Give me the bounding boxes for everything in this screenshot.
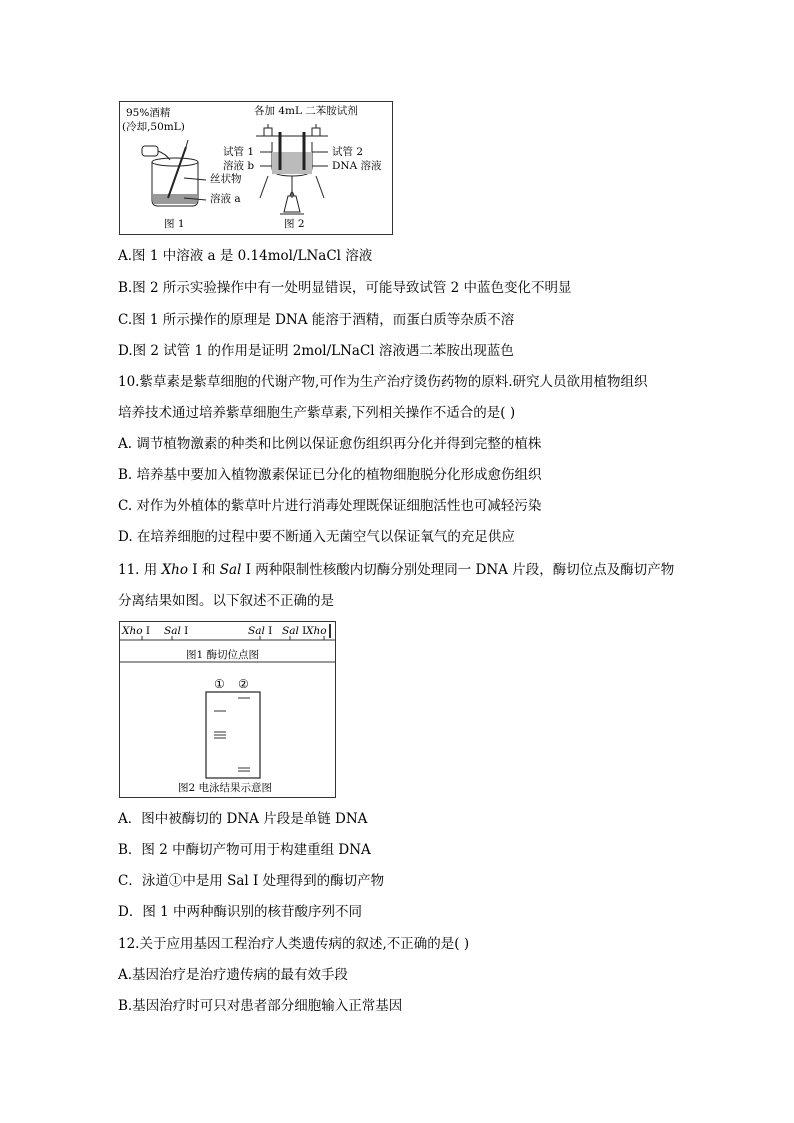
- q12-option-a: A.基因治疗是治疗遗传病的最有效手段: [118, 967, 349, 983]
- q11-number: 11. 用: [118, 562, 162, 578]
- site2-label: Sal I: [164, 625, 189, 637]
- lane2-label: ②: [238, 677, 249, 691]
- q11-enzyme-sal: Sal: [219, 562, 242, 578]
- water-bath-figure2: [256, 124, 328, 214]
- q10-stem-line2: 培养技术通过培养紫草细胞生产紫草素,下列相关操作不适合的是( ): [118, 405, 516, 421]
- q10-stem-line1: 10.紫草素是紫草细胞的代谢产物,可作为生产治疗烫伤药物的原料.研究人员欲用植物组织: [118, 374, 648, 390]
- q11-stem-rest: I 两种限制性核酸内切酶分别处理同一 DNA 片段，酶切位点及酶切产物: [241, 562, 675, 578]
- q11-option-a: A．图中被酶切的 DNA 片段是单链 DNA: [118, 811, 368, 827]
- q9-option-d: D.图 2 试管 1 的作用是证明 2mol/LNaCl 溶液遇二苯胺出现蓝色: [118, 343, 514, 359]
- fig1-caption: 图 1: [164, 218, 185, 230]
- q12-stem: 12.关于应用基因工程治疗人类遗传病的叙述,不正确的是( ): [118, 936, 470, 952]
- solution-b-label: 溶液 b: [223, 160, 255, 172]
- site4-label: Sal I: [282, 625, 307, 637]
- site5-label: Xho: [306, 625, 327, 637]
- site1-label: Xho I: [122, 625, 151, 637]
- q11-option-d: D．图 1 中两种酶识别的核苷酸序列不同: [118, 904, 362, 920]
- solution-a-label: 溶液 a: [210, 193, 241, 205]
- q11-option-c: C．泳道①中是用 Sal I 处理得到的酶切产物: [118, 873, 385, 889]
- q9-option-a: A.图 1 中溶液 a 是 0.14mol/LNaCl 溶液: [118, 248, 373, 264]
- q10-option-d: D. 在培养细胞的过程中要不断通入无菌空气以保证氧气的充足供应: [118, 529, 515, 545]
- site3-label: Sal I: [248, 625, 273, 637]
- lane1-label: ①: [214, 677, 225, 691]
- q9-option-c: C.图 1 所示操作的原理是 DNA 能溶于酒精，而蛋白质等杂质不溶: [118, 312, 515, 328]
- fig2-gel-caption: 图2 电泳结果示意图: [178, 782, 273, 794]
- fig2-caption: 图 2: [284, 218, 305, 230]
- q10-option-b: B. 培养基中要加入植物激素保证已分化的植物细胞脱分化形成愈伤组织: [118, 467, 542, 483]
- q11-stem-line1: [118, 561, 674, 579]
- tube1-label: 试管 1: [223, 146, 255, 158]
- q11-stem-line2: 分离结果如图。以下叙述不正确的是: [118, 593, 334, 609]
- figure-restriction-sites: [119, 621, 336, 798]
- fig1-site-caption: 图1 酶切位点图: [186, 649, 260, 661]
- q10-option-c: C. 对作为外植体的紫草叶片进行消毒处理既保证细胞活性也可减轻污染: [118, 498, 542, 514]
- q11-option-b: B．图 2 中酶切产物可用于构建重组 DNA: [118, 842, 371, 858]
- ethanol-label: 95%酒精: [126, 107, 171, 119]
- reagent-label: 各加 4mL 二苯胺试剂: [254, 105, 358, 117]
- q12-option-b: B.基因治疗时可只对患者部分细胞输入正常基因: [118, 998, 403, 1014]
- ethanol-sub-label: (冷却,50mL): [122, 121, 185, 133]
- q11-enzyme-xho: Xho: [161, 562, 188, 578]
- figure-dna-extraction: [119, 101, 393, 235]
- q9-option-b: B.图 2 所示实验操作中有一处明显错误，可能导致试管 2 中蓝色变化不明显: [118, 280, 572, 296]
- tube2-label: 试管 2: [332, 146, 364, 158]
- q10-option-a: A. 调节植物激素的种类和比例以保证愈伤组织再分化并得到完整的植株: [118, 436, 542, 452]
- filament-label: 丝状物: [210, 173, 242, 185]
- dna-solution-label: DNA 溶液: [332, 160, 382, 172]
- beaker-figure1: [142, 140, 206, 206]
- q11-roman1: I 和: [188, 562, 220, 578]
